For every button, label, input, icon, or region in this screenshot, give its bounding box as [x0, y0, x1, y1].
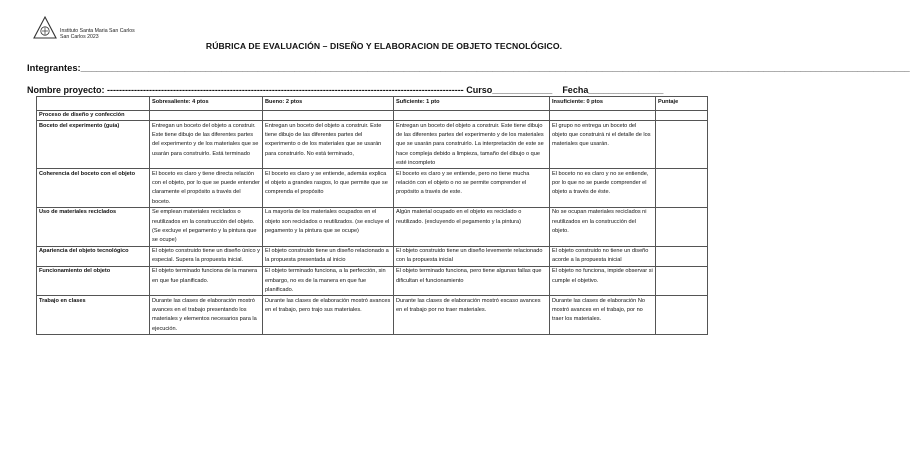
table-cell — [550, 110, 656, 121]
integrantes-field — [27, 62, 910, 73]
fecha-blank: _______________ — [588, 85, 664, 95]
score-cell[interactable] — [656, 121, 708, 169]
table-cell: Entregan un boceto del objeto a construir. Este tiene dibujo de las diferentes partes del experimento y de los materiales que se usarán para construirlo. Está terminado — [150, 121, 263, 169]
table-cell: El objeto no funciona, impide observar si cumple el objetivo. — [550, 266, 656, 295]
table-cell: El objeto construido tiene un diseño único y especial. Supera la propuesta inicial. — [150, 246, 263, 266]
table-cell — [394, 110, 550, 121]
integrantes-label: Integrantes: — [27, 62, 81, 73]
school-crest-icon — [33, 16, 57, 40]
table-cell: Durante las clases de elaboración mostró avances en el trabajo, pero trajo sus materiales. — [263, 296, 394, 335]
table-cell: Entregan un boceto del objeto a construir. Este tiene dibujo de las diferentes partes del experimento o de los materiales que se usarán para construirlo. No está terminado, — [263, 121, 394, 169]
column-header — [37, 97, 150, 111]
table-cell: Algún material ocupado en el objeto es reciclado o reutilizado. (excluyendo el pegamento y la pintura) — [394, 207, 550, 246]
column-header: Bueno: 2 ptos — [263, 97, 394, 111]
rubric-table — [36, 96, 708, 335]
column-header: Sobresaliente: 4 ptos — [150, 97, 263, 111]
curso-label: Curso — [466, 85, 493, 95]
score-cell[interactable] — [656, 266, 708, 295]
proyecto-blank: ----------------------------------------------------------------------------------------------------------------------- — [107, 85, 464, 95]
table-cell: El objeto terminado funciona, pero tiene algunas fallas que dificultan el funcionamiento — [394, 266, 550, 295]
criterion-cell: Uso de materiales reciclados — [37, 207, 150, 246]
table-row — [37, 121, 708, 169]
table-cell: El grupo no entrega un boceto del objeto que construirá ni el detalle de los materiales que usarán. — [550, 121, 656, 169]
table-cell: El objeto construido tiene un diseño levemente relacionado con la propuesta inicial — [394, 246, 550, 266]
column-header: Suficiente: 1 pto — [394, 97, 550, 111]
table-row — [37, 169, 708, 208]
table-cell: El boceto es claro y se entiende, pero no tiene mucha relación con el objeto o no se permite comprender el propósito a través de este. — [394, 169, 550, 208]
table-cell: El boceto es claro y se entiende, además explica el objeto a grandes rasgos, lo que permite que se comprenda el propósito — [263, 169, 394, 208]
table-cell: Entregan un boceto del objeto a construir. Este tiene dibujo de las diferentes partes del experimento y de los materiales que se usarán para construirlo. La interpretación de este se hace compleja debido a limpieza, tamaño del dibujo o que esté incompleto — [394, 121, 550, 169]
table-cell: El objeto terminado funciona, a la perfección, sin embargo, no es de la manera en que fue planificado. — [263, 266, 394, 295]
criterion-cell: Boceto del experimento (guía) — [37, 121, 150, 169]
curso-blank: ____________ — [492, 85, 553, 95]
proyecto-label: Nombre proyecto: — [27, 85, 105, 95]
table-cell: El boceto es claro y tiene directa relación con el objeto, por lo que se puede entender claramente el propósito a través del boceto. — [150, 169, 263, 208]
table-cell: La mayoría de los materiales ocupados en el objeto son reciclados o reutilizados. (se excluye el pegamento y la pintura que se ocupe) — [263, 207, 394, 246]
score-cell[interactable] — [656, 296, 708, 335]
criterion-cell: Coherencia del boceto con el objeto — [37, 169, 150, 208]
column-header: Insuficiente: 0 ptos — [550, 97, 656, 111]
score-cell[interactable] — [656, 207, 708, 246]
score-cell[interactable] — [656, 169, 708, 208]
table-cell: El boceto no es claro y no se entiende, por lo que no se puede comprender el objeto a través de éste. — [550, 169, 656, 208]
table-row — [37, 246, 708, 266]
table-row — [37, 296, 708, 335]
table-cell — [263, 110, 394, 121]
section-row — [37, 110, 708, 121]
table-cell: Durante las clases de elaboración mostró avances en el trabajo presentando los materiales y elementos necesarios para la ejecución. — [150, 296, 263, 335]
table-row — [37, 207, 708, 246]
table-cell: El objeto construido tiene un diseño relacionado a la propuesta presentada al inicio — [263, 246, 394, 266]
integrantes-blank: _______________________________________________________________________________________________________________________________________________________________ — [80, 62, 910, 73]
criterion-cell: Funcionamiento del objeto — [37, 266, 150, 295]
table-cell — [656, 110, 708, 121]
table-row — [37, 266, 708, 295]
page-title: RÚBRICA DE EVALUACIÓN – DISEÑO Y ELABORACION DE OBJETO TECNOLÓGICO. — [205, 41, 563, 51]
table-cell: Durante las clases de elaboración mostró escaso avances en el trabajo por no traer materiales. — [394, 296, 550, 335]
institution-name: Instituto Santa Maria San Carlos — [60, 28, 135, 34]
section-label: Proceso de diseño y confección — [37, 110, 150, 121]
table-header-row — [37, 97, 708, 111]
table-cell: Durante las clases de elaboración No mostró avances en el trabajo, por no traer los materiales. — [550, 296, 656, 335]
table-cell: Se emplean materiales reciclados o reutilizados en la construcción del objeto. (Se excluye el pegamento y la pintura que se ocupe) — [150, 207, 263, 246]
institution-year: San Carlos 2023 — [60, 34, 99, 40]
table-cell: El objeto construido no tiene un diseño acorde a la propuesta inicial — [550, 246, 656, 266]
table-cell: El objeto terminado funciona de la manera en que fue planificado. — [150, 266, 263, 295]
institution-info — [60, 28, 135, 40]
proyecto-field — [27, 85, 741, 95]
column-header: Puntaje — [656, 97, 708, 111]
criterion-cell: Trabajo en clases — [37, 296, 150, 335]
fecha-label: Fecha — [562, 85, 589, 95]
score-cell[interactable] — [656, 246, 708, 266]
table-cell — [150, 110, 263, 121]
table-cell: No se ocupan materiales reciclados ni reutilizados en la construcción del objeto. — [550, 207, 656, 246]
criterion-cell: Apariencia del objeto tecnológico — [37, 246, 150, 266]
